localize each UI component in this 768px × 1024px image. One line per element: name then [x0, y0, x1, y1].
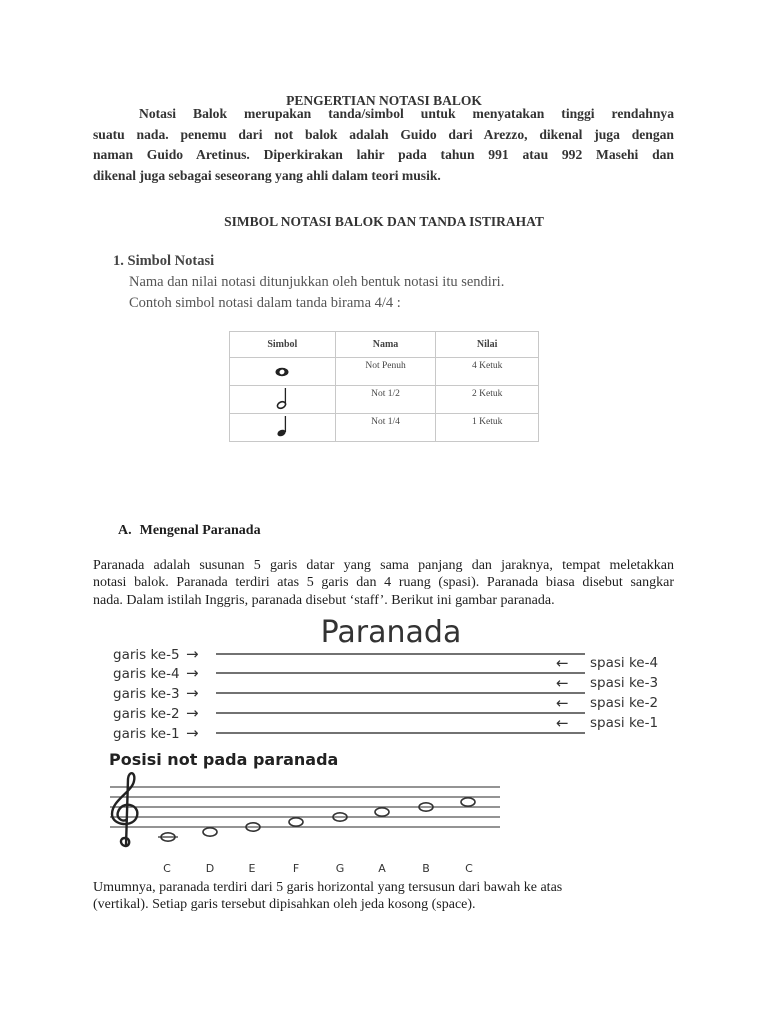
section-a-letter: A.	[118, 523, 132, 538]
treble-staff	[110, 787, 500, 827]
arrow-left-icon: ←	[556, 714, 569, 732]
figure-title: Paranada	[320, 615, 462, 650]
intro-line: naman Guido Aretinus. Diperkirakan lahir pada tahun 991 atau 992 Masehi dan	[93, 147, 674, 163]
section-title: SIMBOL NOTASI BALOK DAN TANDA ISTIRAHAT	[224, 214, 544, 229]
note-f	[289, 818, 303, 826]
intro-line: dikenal juga sebagai seseorang yang ahli dalam teori musik.	[93, 167, 441, 183]
simbol-heading: 1. Simbol Notasi	[113, 253, 215, 269]
intro-line	[93, 104, 674, 125]
table-header: Nama	[335, 332, 436, 358]
section-a-title: Mengenal Paranada	[139, 523, 261, 538]
arrow-left-icon: ←	[556, 654, 569, 672]
table-cell: 4 Ketuk	[436, 358, 539, 386]
simbol-line: Nama dan nilai notasi ditunjukkan oleh bentuk notasi itu sendiri.	[129, 274, 505, 290]
arrow-right-icon: →	[186, 724, 199, 742]
half-note-icon	[230, 386, 336, 414]
note-a	[375, 808, 389, 816]
garis-label: garis ke-1	[113, 726, 180, 742]
page-title: PENGERTIAN NOTASI BALOK	[286, 93, 482, 108]
closing-line: Umumnya, paranada terdiri dari 5 garis horizontal yang tersusun dari bawah ke atas	[93, 880, 563, 895]
spasi-label: spasi ke-2	[590, 695, 659, 711]
note-letter: B	[422, 862, 430, 875]
note-letter: E	[248, 862, 256, 875]
table-cell: Not Penuh	[335, 358, 436, 386]
paranada-line: Paranada adalah susunan 5 garis datar yang sama panjang dan jaraknya, tempat meletakkan	[93, 558, 674, 573]
note-letter: C	[465, 862, 473, 875]
note-c-high	[461, 798, 475, 806]
table-header-row	[230, 332, 539, 358]
simbol-line: Contoh simbol notasi dalam tanda birama 4/4 :	[129, 295, 401, 311]
note-letter: F	[292, 862, 300, 875]
paranada-line: notasi balok. Paranada terdiri atas 5 garis dan 4 ruang (spasi). Paranada biasa disebut sangkar	[93, 575, 674, 591]
garis-label: garis ke-5	[113, 647, 180, 663]
note-letter: G	[335, 862, 345, 875]
closing-line: (vertikal). Setiap garis tersebut dipisahkan oleh jeda kosong (space).	[93, 897, 476, 913]
arrow-right-icon: →	[186, 684, 199, 702]
arrow-right-icon: →	[186, 645, 199, 663]
intro-line: suatu nada. penemu dari not balok adalah Guido dari Arezzo, dikenal juga dengan	[93, 126, 674, 142]
intro-paragraph	[93, 104, 674, 186]
paranada-paragraph	[93, 557, 674, 609]
garis-label: garis ke-4	[113, 666, 180, 682]
table-cell: 1 Ketuk	[436, 414, 539, 442]
whole-note-icon	[230, 358, 336, 386]
table-cell: Not 1/4	[335, 414, 436, 442]
table-row	[230, 358, 539, 386]
arrow-right-icon: →	[186, 704, 199, 722]
closing-paragraph	[93, 879, 562, 914]
garis-label: garis ke-2	[113, 706, 180, 722]
arrow-right-icon: →	[186, 664, 199, 682]
table-row	[230, 414, 539, 442]
section-a-heading	[118, 523, 261, 539]
table-cell: 2 Ketuk	[436, 386, 539, 414]
posisi-title: Posisi not pada paranada	[109, 750, 339, 769]
paranada-line: nada. Dalam istilah Inggris, paranada disebut ‘staff’. Berikut ini gambar paranada.	[93, 592, 555, 608]
garis-label: garis ke-3	[113, 686, 180, 702]
arrow-left-icon: ←	[556, 674, 569, 692]
table-row	[230, 386, 539, 414]
note-d	[203, 828, 217, 836]
spasi-label: spasi ke-1	[590, 715, 659, 731]
note-letter: C	[163, 862, 171, 875]
spasi-label: spasi ke-4	[590, 655, 659, 671]
table-header: Simbol	[230, 332, 336, 358]
paranada-figure	[0, 608, 768, 878]
staff-notes	[158, 798, 475, 841]
staff-lines	[216, 654, 585, 733]
quarter-note-icon	[230, 414, 336, 442]
note-letter: A	[378, 862, 386, 875]
table-cell: Not 1/2	[335, 386, 436, 414]
spasi-label: spasi ke-3	[590, 675, 659, 691]
table-header: Nilai	[436, 332, 539, 358]
intro-text: Notasi Balok merupakan tanda/simbol untuk menyatakan tinggi rendahnya	[139, 106, 674, 121]
note-letter: D	[205, 862, 215, 875]
treble-clef-icon	[112, 773, 137, 846]
notasi-table	[229, 331, 539, 442]
arrow-left-icon: ←	[556, 694, 569, 712]
